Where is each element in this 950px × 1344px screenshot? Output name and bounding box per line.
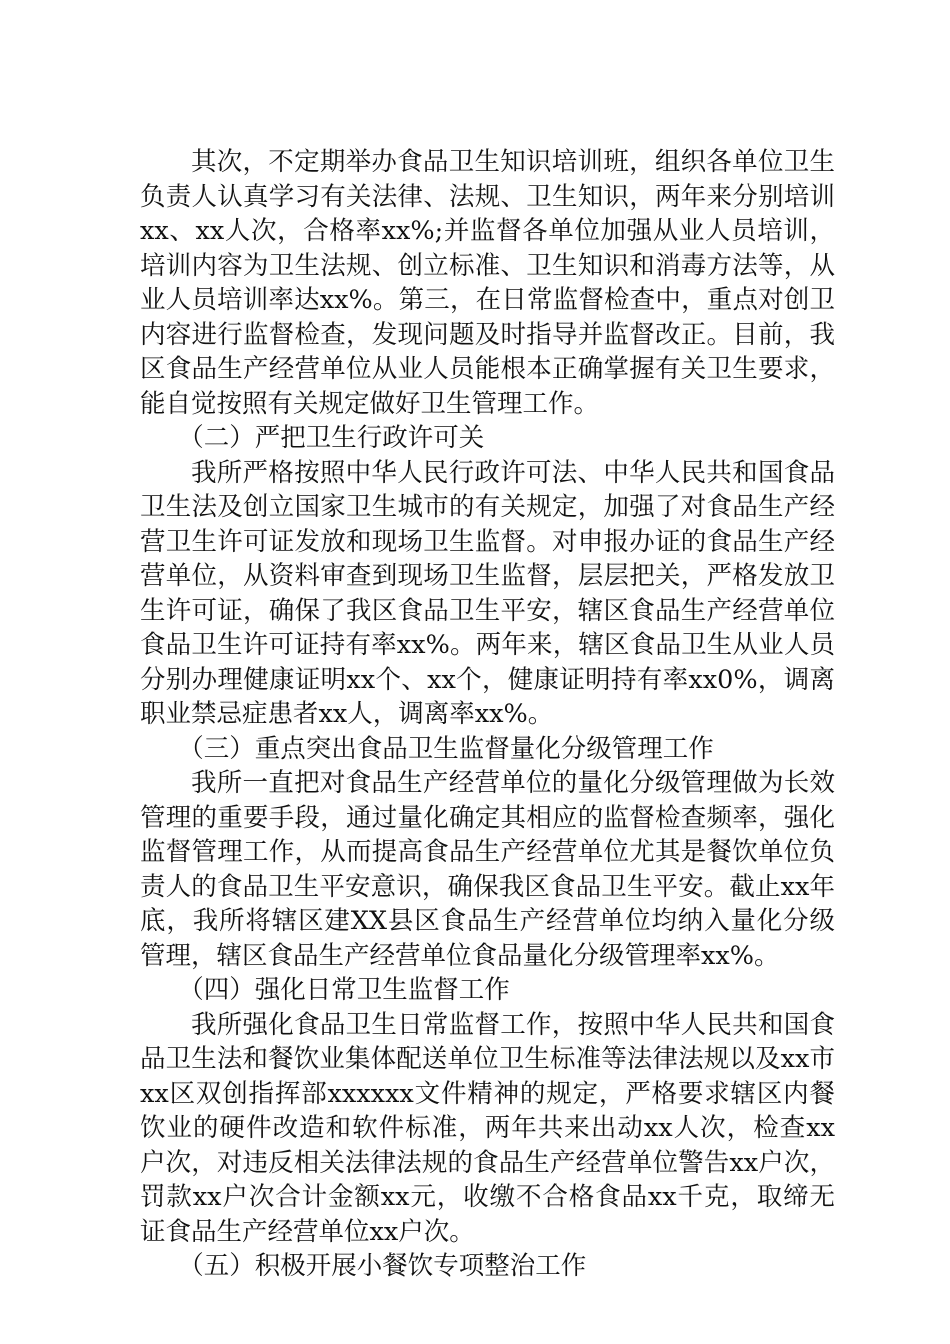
- document-body: [140, 145, 835, 1284]
- section-heading-licensing: （二）严把卫生行政许可关: [178, 423, 485, 453]
- paragraph-daily-supervision: 我所强化食品卫生日常监督工作，按照中华人民共和国食品卫生法和餐饮业集体配送单位卫生标准等法律法规以及xx市xx区双创指挥部xxxxxx文件精神的规定，严格要求辖区内餐饮业的硬件改造和软件标准，两年共来出动xx人次，检查xx户次，对违反相关法律法规的食品生产经营单位警告xx户次，罚款xx户次合计金额xx元，收缴不合格食品xx千克，取缔无证食品生产经营单位xx户次。: [140, 1009, 835, 1247]
- paragraph-training: 其次，不定期举办食品卫生知识培训班，组织各单位卫生负责人认真学习有关法律、法规、卫生知识，两年来分别培训xx、xx人次，合格率xx%;并监督各单位加强从业人员培训，培训内容为卫生法规、创立标准、卫生知识和消毒方法等，从业人员培训率达xx%。第三，在日常监督检查中，重点对创卫内容进行监督检查，发现问题及时指导并监督改正。目前，我区食品生产经营单位从业人员能根本正确掌握有关卫生要求，能自觉按照有关规定做好卫生管理工作。: [140, 147, 835, 419]
- section-heading-daily-supervision: （四）强化日常卫生监督工作: [178, 975, 510, 1005]
- paragraph-licensing: 我所严格按照中华人民行政许可法、中华人民共和国食品卫生法及创立国家卫生城市的有关规定，加强了对食品生产经营卫生许可证发放和现场卫生监督。对申报办证的食品生产经营单位，从资料审查到现场卫生监督，层层把关，严格发放卫生许可证，确保了我区食品卫生平安，辖区食品生产经营单位食品卫生许可证持有率xx%。两年来，辖区食品卫生从业人员分别办理健康证明xx个、xx个，健康证明持有率xx0%，调离职业禁忌症患者xx人，调离率xx%。: [140, 457, 835, 729]
- section-heading-quantified-grading: （三）重点突出食品卫生监督量化分级管理工作: [178, 733, 714, 764]
- paragraph-quantified-grading: 我所一直把对食品生产经营单位的量化分级管理做为长效管理的重要手段，通过量化确定其相应的监督检查频率，强化监督管理工作，从而提高食品生产经营单位尤其是餐饮单位负责人的食品卫生平安意识，确保我区食品卫生平安。截止xx年底，我所将辖区建XX县区食品生产经营单位均纳入量化分级管理，辖区食品生产经营单位食品量化分级管理率xx%。: [140, 768, 835, 971]
- section-heading-small-catering: （五）积极开展小餐饮专项整治工作: [178, 1251, 587, 1281]
